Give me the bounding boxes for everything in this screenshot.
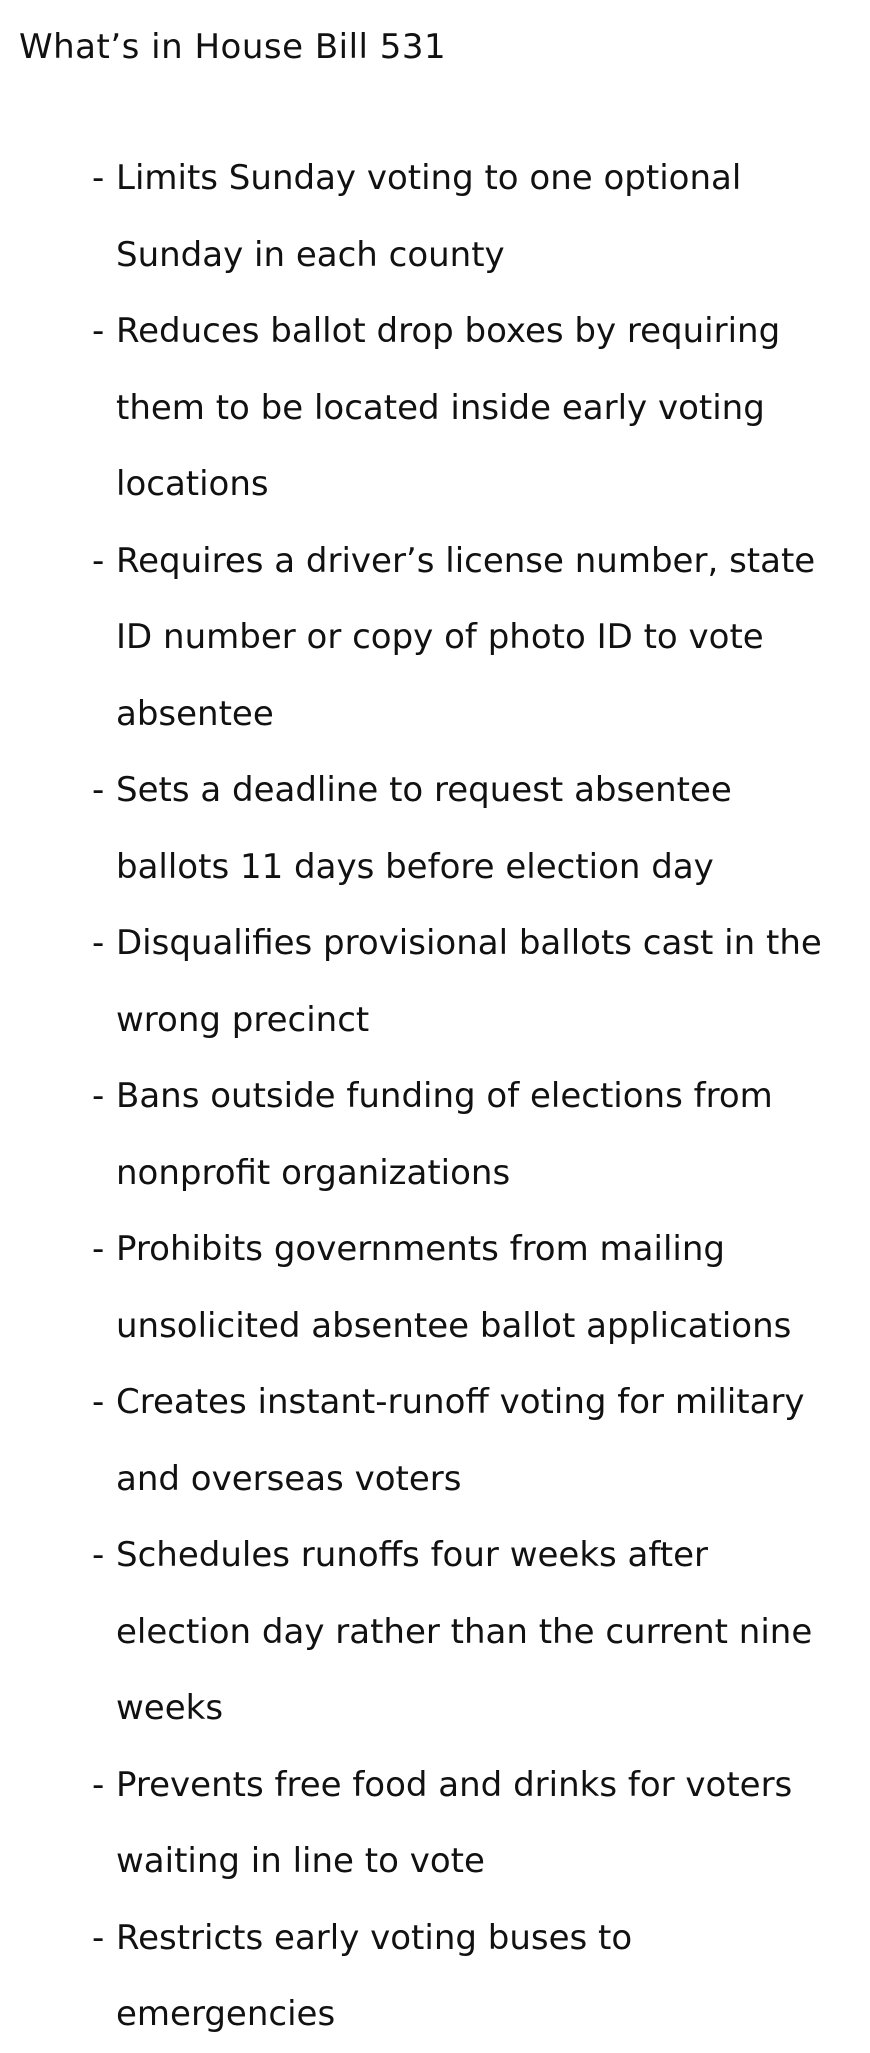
bullet-dash: - (92, 770, 105, 810)
list-item-text: Requires a driver’s license number, state ID number or copy of photo ID to vote absentee (116, 540, 816, 734)
list-item-text: Limits Sunday voting to one optional Sunday in each county (116, 158, 742, 275)
bullet-dash: - (92, 1764, 105, 1805)
list-item-text: Prevents free food and drinks for voters waiting in line to vote (116, 1764, 793, 1881)
bullet-dash: - (92, 1229, 105, 1269)
list-item (92, 140, 832, 293)
list-item-text: Sets a deadline to request absentee ballots 11 days before election day (116, 770, 732, 887)
list-item-text: Reduces ballot drop boxes by requiring them to be located inside early voting locations (116, 311, 781, 504)
list-item (92, 293, 832, 523)
list-item (92, 752, 832, 905)
list-item-text: Restricts early voting buses to emergencies (116, 1917, 633, 2034)
list-item-text: Schedules runoffs four weeks after election day rather than the current nine weeks (116, 1535, 813, 1728)
bullet-dash: - (92, 1382, 105, 1422)
bullet-dash: - (92, 1535, 105, 1575)
list-item-text: Disqualifies provisional ballots cast in the wrong precinct (116, 923, 822, 1040)
bullet-dash: - (92, 923, 105, 963)
list-item (92, 1364, 832, 1517)
bill-provisions-list (92, 140, 832, 2053)
list-item (92, 523, 832, 753)
bullet-dash: - (92, 1076, 105, 1116)
list-item (92, 1211, 832, 1364)
list-item (92, 1517, 832, 1747)
list-item-text: Creates instant-runoff voting for military and overseas voters (116, 1382, 805, 1499)
list-item-text: Bans outside funding of elections from nonprofit organizations (116, 1076, 773, 1193)
bullet-dash: - (92, 540, 105, 581)
page-title: What’s in House Bill 531 (19, 27, 447, 67)
bullet-dash: - (92, 158, 105, 198)
bullet-dash: - (92, 311, 105, 351)
list-item (92, 1747, 832, 1900)
list-item (92, 1058, 832, 1211)
list-item (92, 905, 832, 1058)
list-item-text: Prohibits governments from mailing unsolicited absentee ballot applications (116, 1229, 792, 1346)
list-item (92, 1900, 832, 2053)
bullet-dash: - (92, 1917, 105, 1958)
